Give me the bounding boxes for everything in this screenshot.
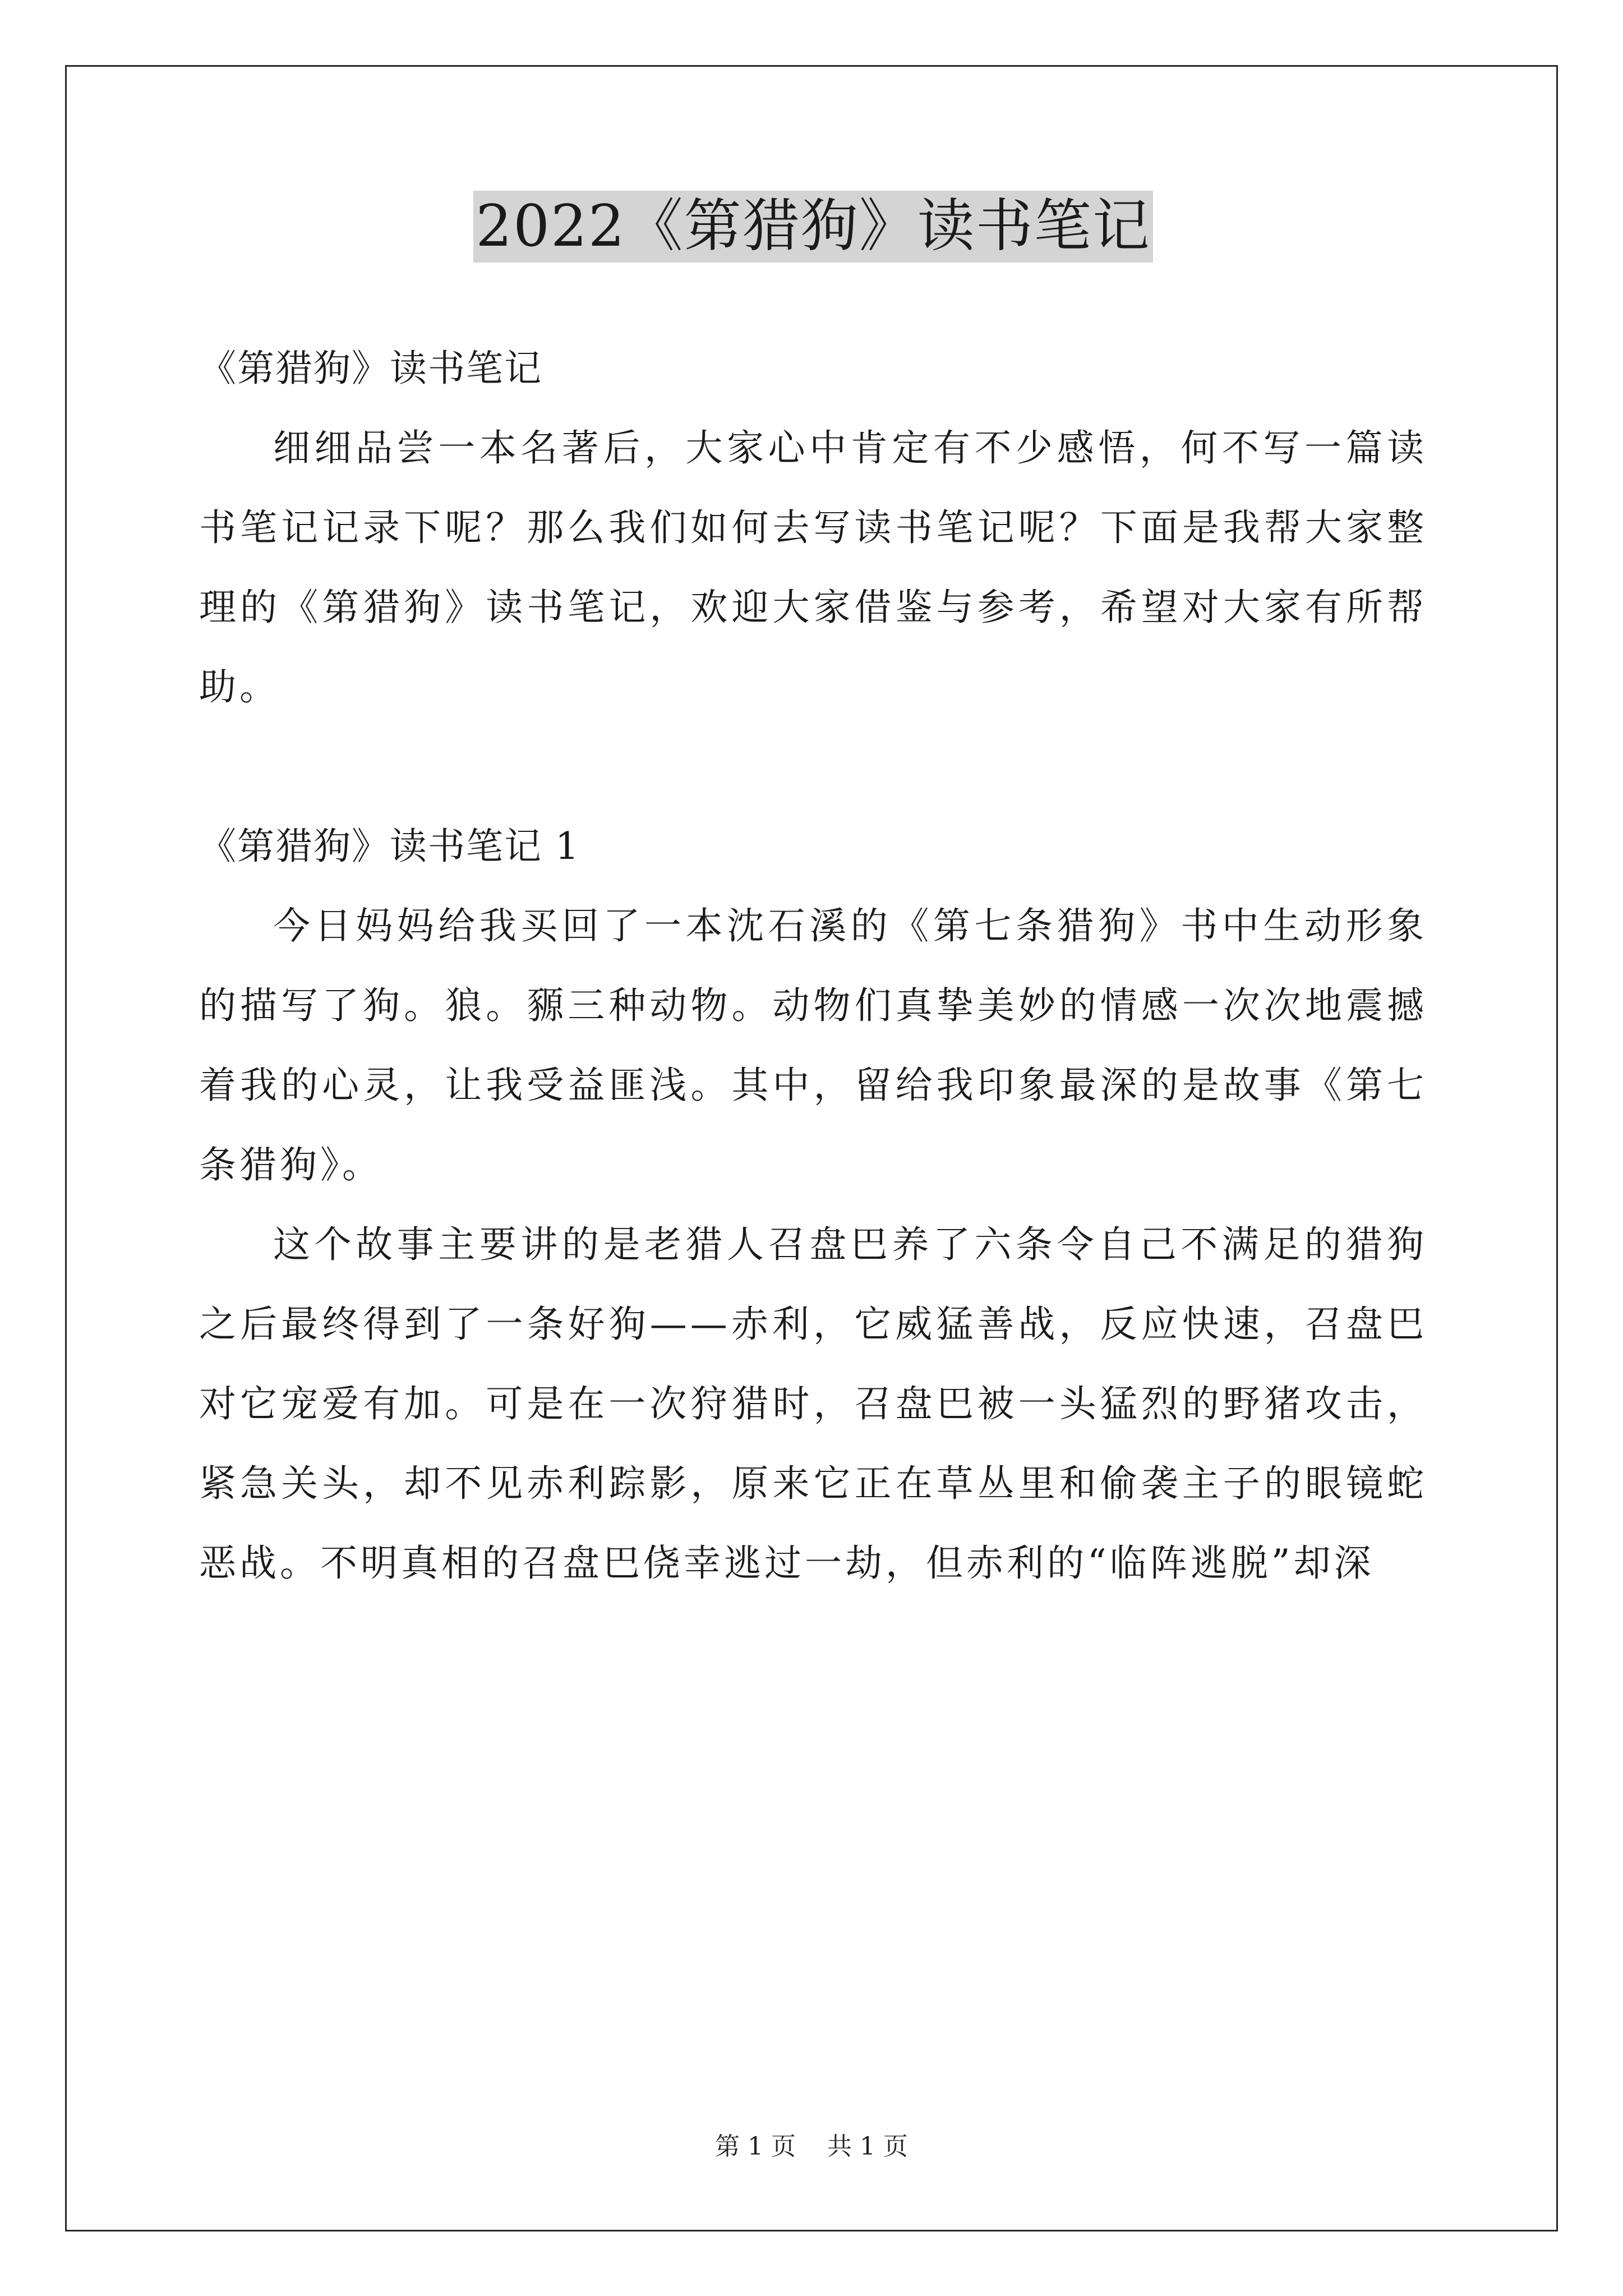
title-container bbox=[199, 191, 1427, 263]
body-paragraph: 今日妈妈给我买回了一本沈石溪的《第七条猎狗》书中生动形象的描写了狗。狼。豲三种动物。动物们真挚美妙的情感一次次地震撼着我的心灵，让我受益匪浅。其中，留给我印象最深的是故事《第七条猎狗》。 bbox=[199, 904, 1427, 1186]
section-heading: 《第猎狗》读书笔记 1 bbox=[199, 824, 580, 868]
page-number: 第 1 页 bbox=[715, 2132, 796, 2161]
document-title: 2022《第猎狗》读书笔记 bbox=[473, 191, 1153, 263]
intro-heading: 《第猎狗》读书笔记 bbox=[199, 346, 542, 390]
document-body bbox=[199, 191, 1427, 1603]
intro-paragraph: 细细品尝一本名著后，大家心中肯定有不少感悟，何不写一篇读书笔记记录下呢？那么我们如何去写读书笔记呢？下面是我帮大家整理的《第猎狗》读书笔记，欢迎大家借鉴与参考，希望对大家有所帮助。 bbox=[199, 426, 1427, 708]
body-paragraph: 这个故事主要讲的是老猎人召盘巴养了六条令自己不满足的猎狗之后最终得到了一条好狗——赤利，它威猛善战，反应快速，召盘巴对它宠爱有加。可是在一次狩猎时，召盘巴被一头猛烈的野猪攻击，紧急关头，却不见赤利踪影，原来它正在草丛里和偷袭主子的眼镜蛇恶战。不明真相的召盘巴侥幸逃过一劫，但赤利的“临阵逃脱”却深 bbox=[199, 1222, 1427, 1585]
page-footer bbox=[0, 2126, 1623, 2162]
section-gap bbox=[199, 727, 1427, 807]
page-total: 共 1 页 bbox=[827, 2132, 908, 2161]
